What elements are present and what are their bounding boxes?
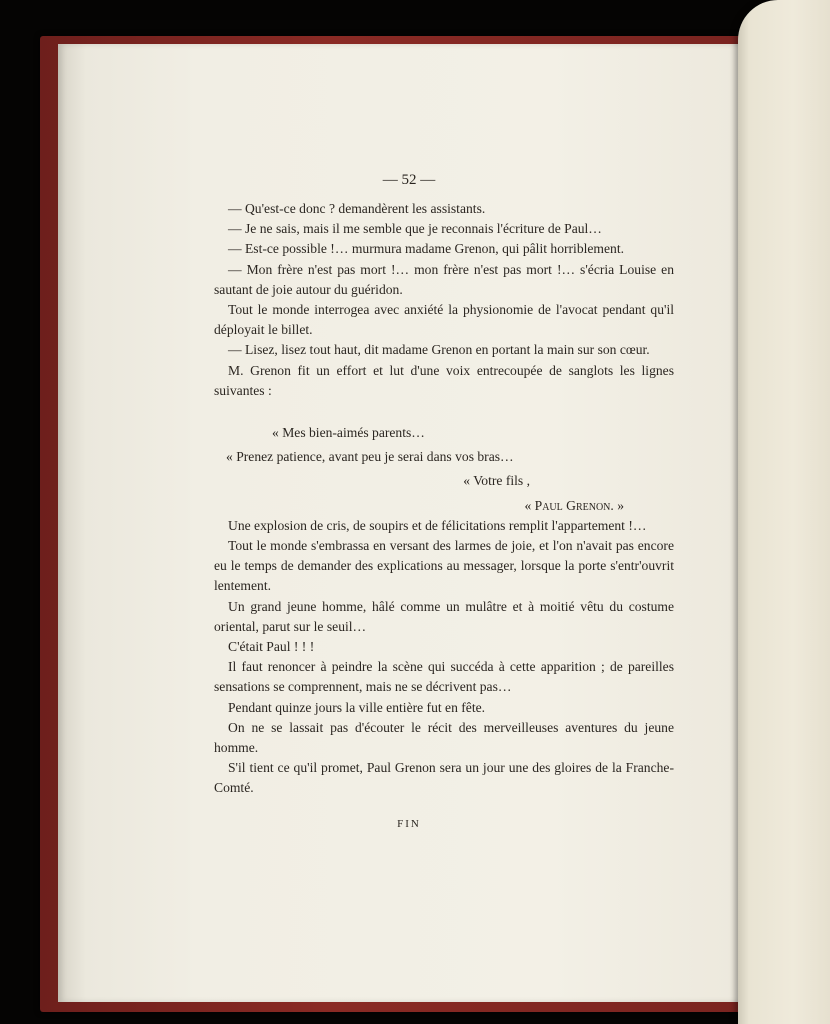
paragraph: M. Grenon fit un effort et lut d'une voix entrecoupée de sanglots les lignes suivantes : [214,362,674,398]
letter-closing: « Votre fils , [463,473,530,489]
letter-body: « Prenez patience, avant peu je serai dans vos bras… [226,449,514,465]
page-number: — 52 — [382,172,436,188]
paragraph: — Est-ce possible !… murmura madame Grenon, qui pâlit horriblement. [228,241,625,257]
paragraph: — Je ne sais, mais il me semble que je reconnais l'écriture de Paul… [228,221,602,237]
letter-greeting: « Mes bien-aimés parents… [272,425,425,441]
paragraph: Un grand jeune homme, hâlé comme un mulâtre et à moitié vêtu du costume oriental, parut sur le seuil… [214,598,674,634]
page-text [214,199,674,799]
paragraph: — Mon frère n'est pas mort !… mon frère n'est pas mort !… s'écria Louise en sautant de joie autour du guéridon. [214,261,674,297]
facing-page-edge [738,0,830,1024]
paragraph: — Lisez, lisez tout haut, dit madame Grenon en portant la main sur son cœur. [228,342,650,358]
paragraph: Une explosion de cris, de soupirs et de félicitations remplit l'appartement !… [228,517,647,533]
end-marker: FIN [397,818,421,830]
paragraph: Tout le monde interrogea avec anxiété la physionomie de l'avocat pendant qu'il déployait le billet. [214,302,674,338]
paragraph: Il faut renoncer à peindre la scène qui succéda à cette apparition ; de pareilles sensations se comprennent, mais ne se décrivent pas… [214,659,674,695]
paragraph: On ne se lassait pas d'écouter le récit des merveilleuses aventures du jeune homme. [214,719,674,756]
letter-signature: « Paul Grenon. » [524,497,624,513]
paragraph: Pendant quinze jours la ville entière fut en fête. [228,699,486,715]
paragraph: — Qu'est-ce donc ? demandèrent les assistants. [228,201,486,216]
paragraph: S'il tient ce qu'il promet, Paul Grenon sera un jour une des gloires de la Franche-Comté. [214,760,674,796]
book-page [58,44,760,1002]
paragraph: C'était Paul ! ! ! [228,639,315,655]
paragraph: Tout le monde s'embrassa en versant des larmes de joie, et l'on n'avait pas encore eu le temps de demander des explications au messager, lorsque la porte s'entr'ouvrit lentement. [214,538,674,594]
